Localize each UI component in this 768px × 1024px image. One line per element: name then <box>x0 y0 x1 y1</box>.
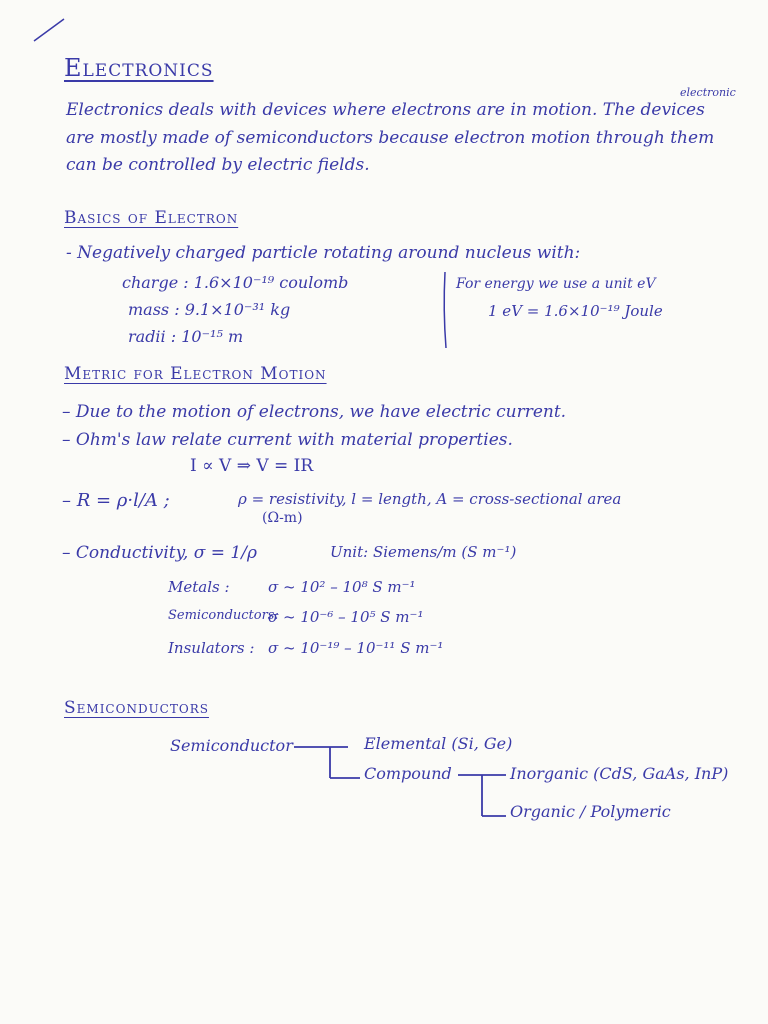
resistance-formula: – R = ρ·l/A ; <box>62 490 170 511</box>
semiconductors-label: Semiconductors: <box>168 608 279 623</box>
resistance-definitions: ρ = resistivity, l = length, A = cross-sectional area <box>238 490 622 508</box>
metals-range: σ ~ 10² – 10⁸ S m⁻¹ <box>268 578 416 596</box>
basics-lead: - Negatively charged particle rotating around nucleus with: <box>66 243 581 263</box>
section-heading-semiconductors: Semiconductors <box>64 698 209 718</box>
energy-note: For energy we use a unit eV <box>456 276 656 292</box>
divider-line <box>440 270 450 350</box>
insulators-range: σ ~ 10⁻¹⁹ – 10⁻¹¹ S m⁻¹ <box>268 639 444 657</box>
intro-line-2: are mostly made of semiconductors because electron motion through them <box>66 128 715 148</box>
tree-node-inorganic: Inorganic (CdS, GaAs, InP) <box>510 764 729 783</box>
energy-equation: 1 eV = 1.6×10⁻¹⁹ Joule <box>488 302 663 320</box>
tree-node-elemental: Elemental (Si, Ge) <box>364 734 513 753</box>
conductivity-formula: – Conductivity, σ = 1/ρ <box>62 543 257 563</box>
tree-root-semiconductor: Semiconductor <box>170 736 293 755</box>
page-title: Electronics <box>64 54 214 82</box>
intro-superscript-note: electronic <box>680 86 736 99</box>
ohm-law-equation: I ∝ V ⇒ V = IR <box>190 456 314 476</box>
semiconductors-range: σ ~ 10⁻⁶ – 10⁵ S m⁻¹ <box>268 608 424 626</box>
tree-node-compound: Compound <box>364 764 452 783</box>
tree-node-organic: Organic / Polymeric <box>510 802 671 821</box>
electron-mass: mass : 9.1×10⁻³¹ kg <box>128 300 291 319</box>
metals-label: Metals : <box>168 578 230 596</box>
metric-line-1: – Due to the motion of electrons, we have electric current. <box>62 402 567 422</box>
resistivity-unit: (Ω-m) <box>262 510 303 526</box>
intro-line-3: can be controlled by electric fields. <box>66 155 370 175</box>
tree-connectors <box>290 730 520 830</box>
section-heading-basics: Basics of Electron <box>64 208 239 228</box>
conductivity-unit: Unit: Siemens/m (S m⁻¹) <box>330 543 517 561</box>
electron-radii: radii : 10⁻¹⁵ m <box>128 327 244 346</box>
insulators-label: Insulators : <box>168 639 255 657</box>
intro-line-1: Electronics deals with devices where electrons are in motion. The devices <box>66 100 705 120</box>
pen-stroke <box>30 15 70 45</box>
metric-line-2: – Ohm's law relate current with material properties. <box>62 430 513 450</box>
electron-charge: charge : 1.6×10⁻¹⁹ coulomb <box>122 273 349 292</box>
section-heading-metric: Metric for Electron Motion <box>64 364 327 384</box>
